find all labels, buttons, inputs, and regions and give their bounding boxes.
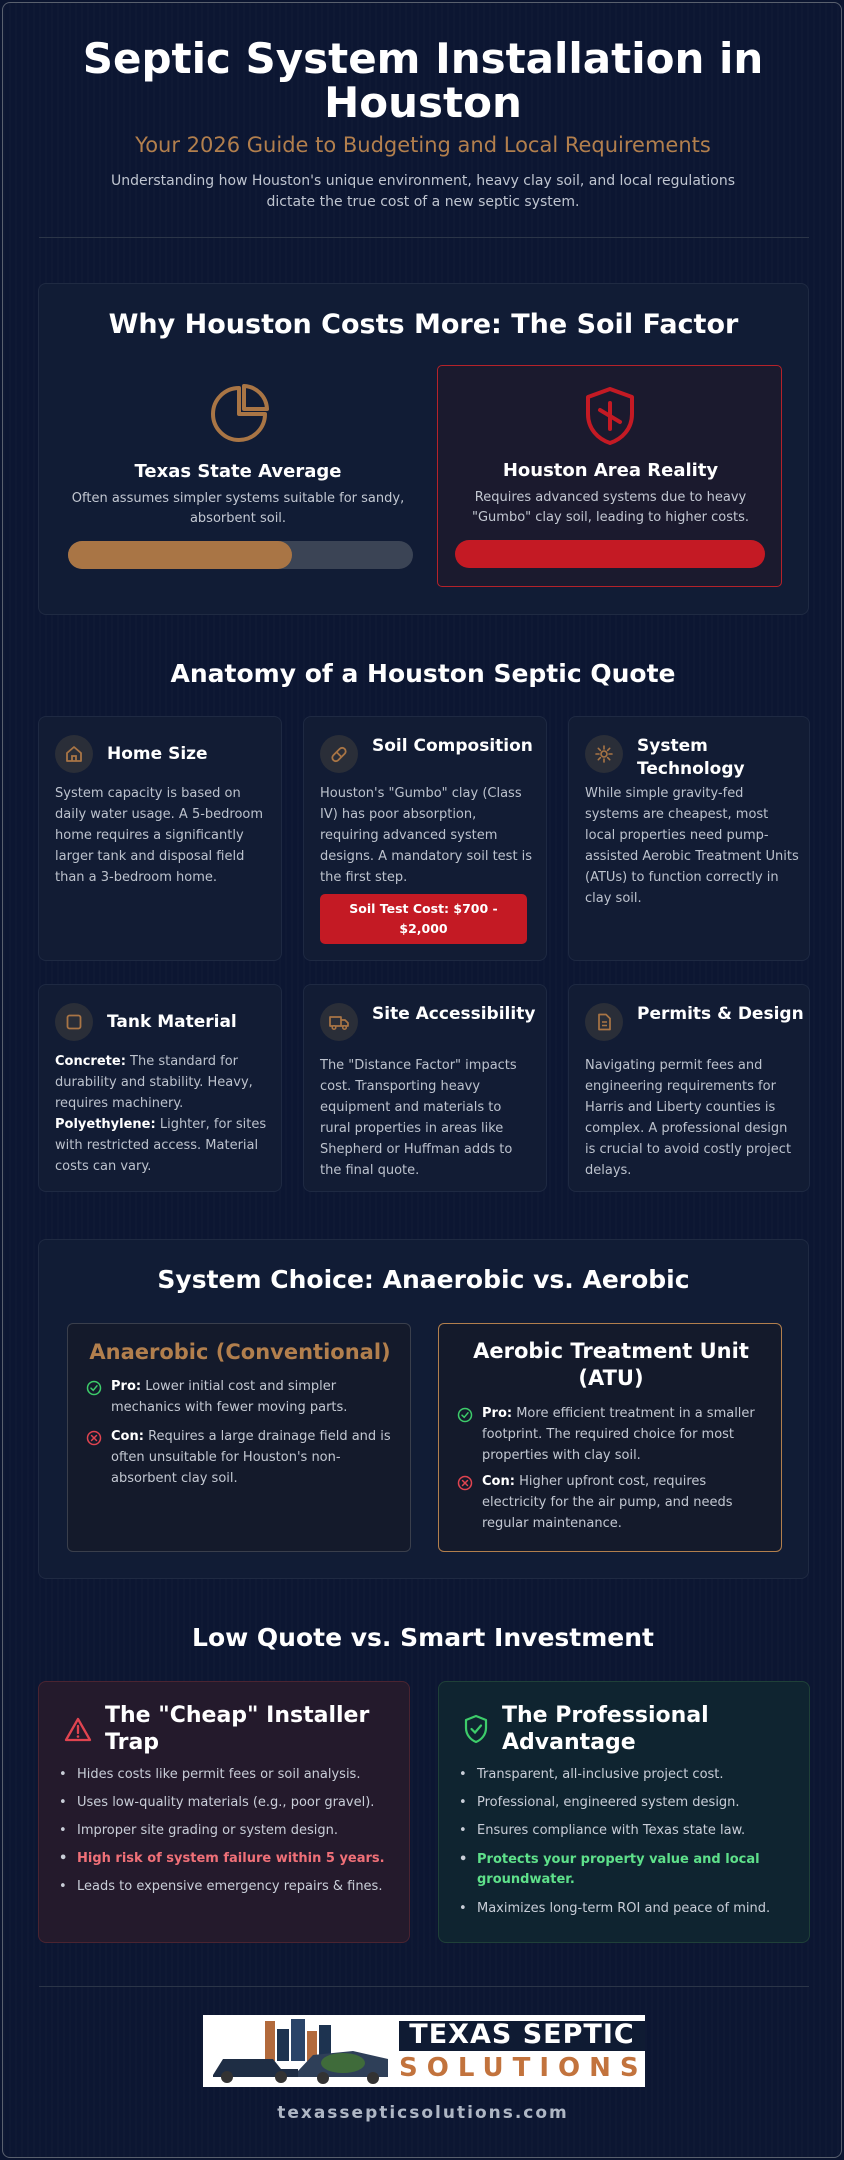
cheap-installer-card (38, 1681, 410, 1943)
pro-label: Pro: (111, 1379, 142, 1394)
anatomy-title: Anatomy of a Houston Septic Quote (170, 659, 676, 688)
aerobic-title: Aerobic Treatment Unit (ATU) (473, 1339, 749, 1390)
professional-list (455, 1766, 795, 1928)
con-label: Con: (111, 1429, 144, 1444)
pro-text: More efficient treatment in a smaller footprint. The required choice for most properties with clay soil. (482, 1406, 755, 1463)
anatomy-card-tank-material (38, 984, 282, 1192)
anatomy-card-permits-design (568, 984, 810, 1192)
concrete-text: The standard for durability and stability. Heavy, requires machinery. (55, 1054, 253, 1111)
logo-line-2: SOLUTIONS (399, 2053, 648, 2083)
aerobic-card (438, 1323, 782, 1552)
page-subtitle: Your 2026 Guide to Budgeting and Local Requirements (135, 133, 711, 157)
system-choice-title: System Choice: Anaerobic vs. Aerobic (157, 1265, 690, 1294)
check-circle-icon (86, 1380, 102, 1396)
houston-reality-card (437, 365, 782, 587)
aerobic-pro (482, 1403, 772, 1466)
pro-text: Lower initial cost and simpler mechanics with fewer moving parts. (111, 1379, 348, 1415)
anatomy-card-text: Navigating permit fees and engineering requirements for Harris and Liberty counties is complex. A professional design is crucial to avoid costly project delays. (585, 1058, 792, 1178)
list-item: • Professional, engineered system design. (455, 1794, 795, 1812)
anaerobic-con (111, 1426, 401, 1489)
state-average-title: Texas State Average (134, 461, 342, 482)
list-item: • Transparent, all-inclusive project cost. (455, 1766, 795, 1784)
list-item-highlight: • High risk of system failure within 5 years. (55, 1850, 395, 1868)
list-item: • Maximizes long-term ROI and peace of mind. (455, 1900, 795, 1918)
soil-test-cost-badge: Soil Test Cost: $700 - $2,000 (320, 894, 527, 944)
website-link[interactable]: texassepticsolutions.com (277, 2103, 569, 2123)
concrete-label: Concrete: (55, 1054, 126, 1069)
tank-material-text (55, 1051, 270, 1177)
cog-icon (594, 744, 614, 764)
anatomy-card-text: The "Distance Factor" impacts cost. Transporting heavy equipment and materials to rural properties in areas like Shepherd or Huffman adds to the final quote. (320, 1058, 517, 1178)
anatomy-card-text: Houston's "Gumbo" clay (Class IV) has poor absorption, requiring advanced system designs. A mandatory soil test is the first step. (320, 786, 533, 885)
anaerobic-card (67, 1323, 411, 1552)
anatomy-card-title: Home Size (107, 744, 208, 764)
state-average-text: Often assumes simpler systems suitable for sandy, absorbent soil. (71, 491, 405, 526)
state-average-card (65, 365, 411, 585)
logo-trucks-graphic (203, 2015, 398, 2087)
anatomy-card-text: System capacity is based on daily water usage. A 5-bedroom home requires a significantly larger tank and disposal field than a 3-bedroom home. (55, 786, 264, 885)
list-item: • Improper site grading or system design. (55, 1822, 395, 1840)
houston-reality-title: Houston Area Reality (502, 460, 719, 481)
company-logo (203, 2015, 648, 2087)
warning-triangle-icon (63, 1716, 93, 1744)
truck-icon (328, 1012, 350, 1032)
infographic-frame (2, 2, 842, 2158)
footer-divider (39, 1986, 809, 1987)
header-divider (39, 237, 809, 238)
anatomy-card-title: Tank Material (107, 1012, 237, 1032)
con-text: Higher upfront cost, requires electricity for the air pump, and needs regular maintenance. (482, 1474, 733, 1531)
aerobic-con (482, 1471, 772, 1534)
cheap-installer-list (55, 1766, 395, 1906)
houston-reality-bar-track (455, 540, 765, 568)
polyethylene-label: Polyethylene: (55, 1117, 156, 1132)
page-title: Septic System Installation in Houston (82, 34, 764, 127)
logo-line-1: TEXAS SEPTIC (409, 2019, 635, 2050)
anatomy-card-soil-composition (303, 716, 547, 961)
anaerobic-pro (111, 1376, 401, 1418)
state-average-bar-track (68, 541, 413, 569)
home-icon (64, 744, 84, 764)
square-icon (64, 1012, 84, 1032)
pie-chart-icon (208, 383, 270, 445)
document-icon (594, 1012, 614, 1032)
con-label: Con: (482, 1474, 515, 1489)
anatomy-card-title: Permits & Design (637, 1004, 804, 1024)
anaerobic-title: Anaerobic (Conventional) (89, 1340, 391, 1364)
anatomy-card-title: Soil Composition (372, 736, 533, 756)
list-item: • Uses low-quality materials (e.g., poor gravel). (55, 1794, 395, 1812)
houston-reality-text: Requires advanced systems due to heavy "Gumbo" clay soil, leading to higher costs. (472, 490, 749, 525)
anatomy-card-text: While simple gravity-fed systems are cheapest, most local properties need pump-assisted Aerobic Treatment Units (ATUs) to function correctly in clay soil. (585, 786, 799, 906)
x-circle-icon (457, 1475, 473, 1491)
professional-title: The Professional Advantage (502, 1703, 709, 1755)
compare-title: Low Quote vs. Smart Investment (192, 1623, 654, 1652)
houston-reality-bar-fill (455, 540, 765, 568)
professional-card (438, 1681, 810, 1943)
con-text: Requires a large drainage field and is often unsuitable for Houston's non-absorbent clay soil. (111, 1429, 391, 1486)
anatomy-card-system-technology (568, 716, 810, 961)
cheap-installer-title: The "Cheap" Installer Trap (105, 1703, 370, 1755)
check-circle-icon (457, 1407, 473, 1423)
soil-factor-title: Why Houston Costs More: The Soil Factor (108, 309, 739, 340)
list-item: • Ensures compliance with Texas state law. (455, 1822, 795, 1840)
state-average-bar-fill (68, 541, 292, 569)
page-intro: Understanding how Houston's unique environment, heavy clay soil, and local regulations dictate the true cost of a new septic system. (110, 173, 736, 210)
x-circle-icon (86, 1430, 102, 1446)
anatomy-card-home-size (38, 716, 282, 961)
shield-x-icon (584, 386, 636, 446)
anatomy-card-site-accessibility (303, 984, 547, 1192)
pro-label: Pro: (482, 1406, 513, 1421)
shield-check-icon (463, 1714, 489, 1744)
pill-icon (329, 744, 349, 764)
anatomy-card-title: Site Accessibility (372, 1004, 536, 1024)
polyethylene-text: Lighter, for sites with restricted access. Material costs can vary. (55, 1117, 267, 1174)
anatomy-card-title: System Technology (637, 736, 745, 779)
list-item: • Hides costs like permit fees or soil analysis. (55, 1766, 395, 1784)
list-item: • Leads to expensive emergency repairs & fines. (55, 1878, 395, 1896)
list-item-highlight: • Protects your property value and local groundwater. (455, 1850, 795, 1890)
